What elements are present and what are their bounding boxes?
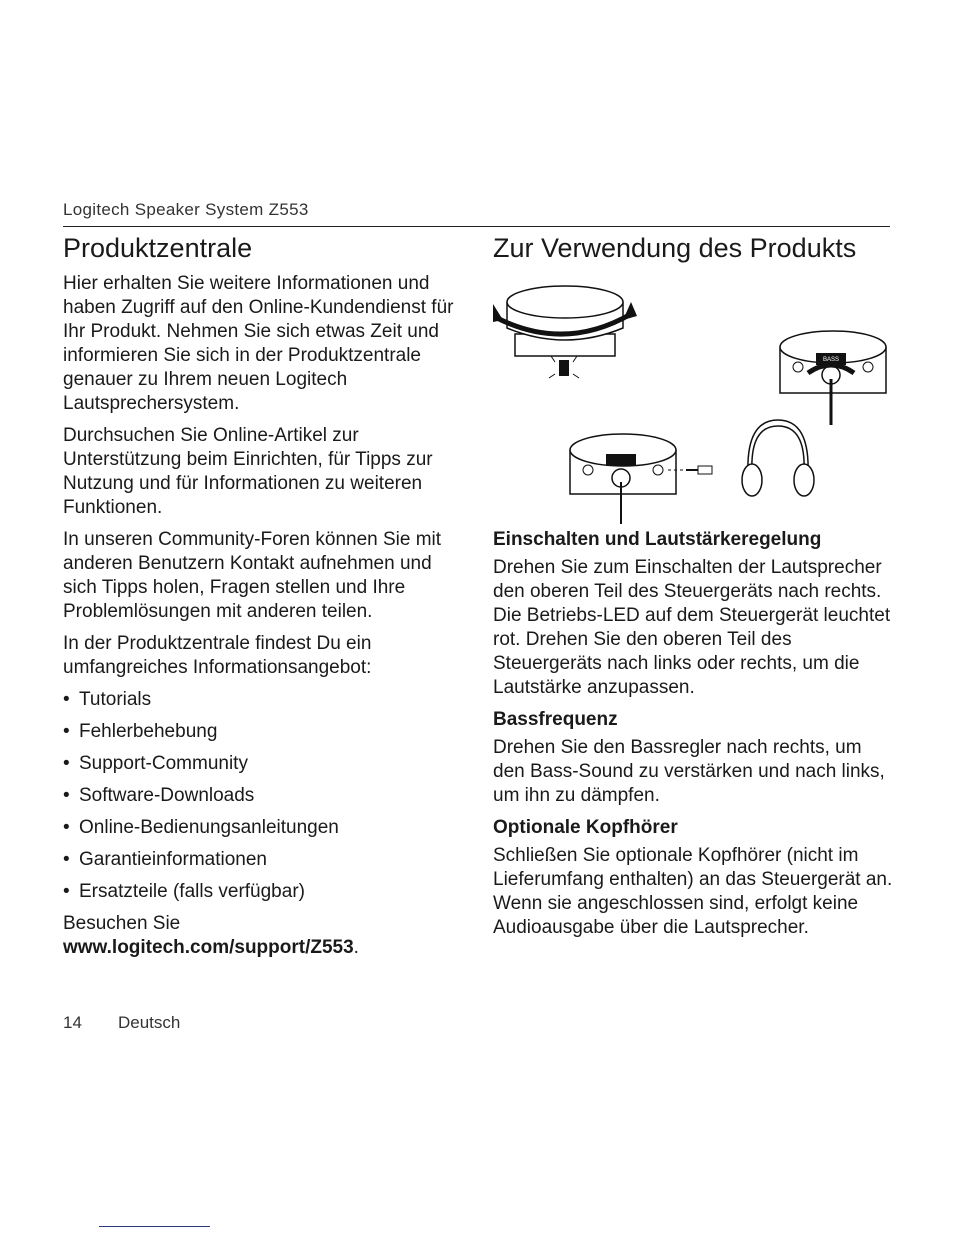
bullet-icon: •	[63, 849, 70, 870]
produktzentrale-title: Produktzentrale	[63, 233, 253, 263]
headphones-text: Schließen Sie optionale Kopfhörer (nicht im Lieferumfang enthalten) an das Steuergerät an. Wenn sie angeschlossen sind, erfolgt keine Audioausgabe über die Lautsprecher.	[493, 845, 893, 938]
right-column	[493, 230, 893, 948]
bottom-divider	[99, 1226, 210, 1227]
community-paragraph: In unseren Community-Foren können Sie mit anderen Benutzern Kontakt aufnehmen und sich Tipps holen, Fragen stellen und Ihre Problemlösungen mit anderen teilen.	[63, 529, 442, 622]
list-item	[63, 720, 463, 744]
power-volume-heading: Einschalten und Lautstärkeregelung	[493, 529, 822, 550]
visit-paragraph	[63, 912, 463, 960]
bullet-icon: •	[63, 689, 70, 710]
list-item-label: Online-Bedienungsanleitungen	[79, 817, 339, 838]
bullet-icon: •	[63, 881, 70, 902]
list-item	[63, 752, 463, 776]
intro-paragraph: Hier erhalten Sie weitere Informationen und haben Zugriff auf den Online-Kundendienst für Ihr Produkt. Nehmen Sie sich etwas Zeit und informieren Sie sich in der Produktzentrale genauer zu Ihrem neuen Logitech Lautsprechersystem.	[63, 273, 454, 414]
usage-title: Zur Verwendung des Produkts	[493, 233, 857, 263]
support-link[interactable]: www.logitech.com/support/Z553	[63, 937, 354, 958]
control-pod-rotate-icon	[493, 274, 638, 404]
bullet-icon: •	[63, 753, 70, 774]
list-item-label: Software-Downloads	[79, 785, 255, 806]
language-label: Deutsch	[118, 1013, 181, 1032]
bullet-icon: •	[63, 721, 70, 742]
left-column	[63, 230, 463, 968]
list-item	[63, 784, 463, 808]
online-articles-paragraph: Durchsuchen Sie Online-Artikel zur Unterstützung beim Einrichten, für Tipps zur Nutzung und für Informationen zu weiteren Funktionen.	[63, 425, 433, 518]
list-item-label: Support-Community	[79, 753, 248, 774]
usage-illustration	[493, 272, 893, 502]
document-header: Logitech Speaker System Z553	[63, 200, 309, 219]
resource-list	[63, 688, 463, 904]
list-item	[63, 688, 463, 712]
page-number: 14	[63, 1013, 82, 1032]
bass-label: BASS	[822, 357, 840, 363]
list-item	[63, 880, 463, 904]
bass-heading: Bassfrequenz	[493, 709, 618, 730]
visit-prefix: Besuchen Sie	[63, 913, 181, 934]
list-item	[63, 816, 463, 840]
power-volume-text: Drehen Sie zum Einschalten der Lautsprecher den oberen Teil des Steuergeräts nach rechts. Die Betriebs-LED auf dem Steuergerät leuchtet rot. Drehen Sie den oberen Teil des Steuergeräts nach links oder rechts, um die Lautstärke anzupassen.	[493, 557, 891, 698]
bullet-icon: •	[63, 785, 70, 806]
bullet-icon: •	[63, 817, 70, 838]
headphones-icon	[738, 414, 818, 504]
headphone-jack-icon	[568, 420, 733, 530]
bass-knob-icon	[778, 317, 893, 427]
list-item-label: Garantieinformationen	[79, 849, 267, 870]
list-item-label: Tutorials	[79, 689, 152, 710]
bass-text: Drehen Sie den Bassregler nach rechts, um den Bass-Sound zu verstärken und nach links, um ihn zu dämpfen.	[493, 737, 885, 806]
list-item	[63, 848, 463, 872]
visit-suffix: .	[353, 937, 359, 958]
list-item-label: Ersatzteile (falls verfügbar)	[79, 881, 305, 902]
info-offer-paragraph: In der Produktzentrale findest Du ein umfangreiches Informationsangebot:	[63, 633, 372, 678]
header-divider	[63, 226, 890, 227]
list-item-label: Fehlerbehebung	[79, 721, 218, 742]
headphones-heading: Optionale Kopfhörer	[493, 817, 678, 838]
